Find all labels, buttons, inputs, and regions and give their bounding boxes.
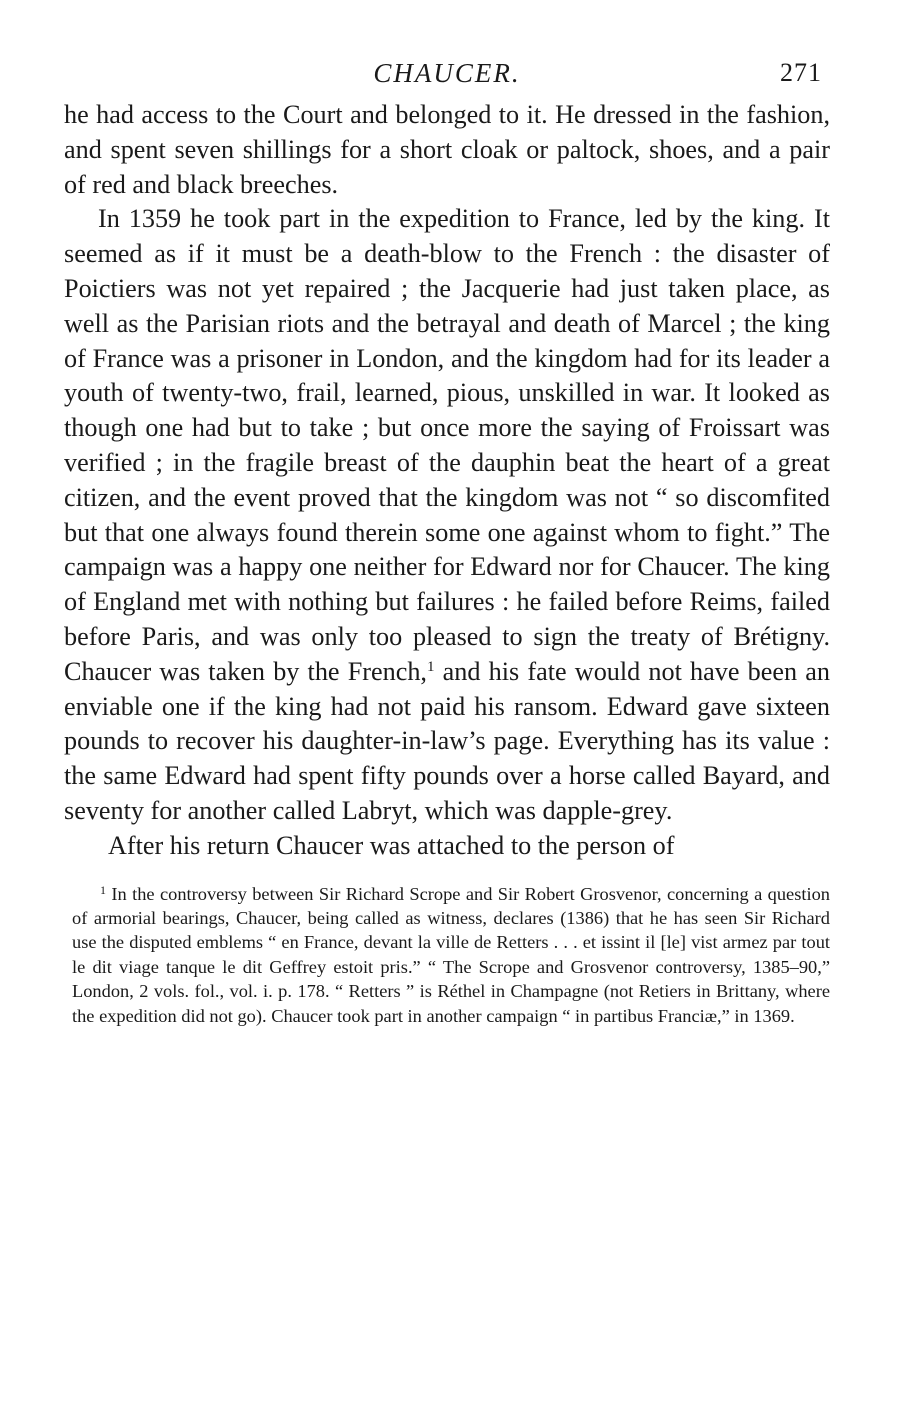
paragraph-return: After his return Chaucer was attached to the person of: [108, 830, 675, 860]
paragraph-continued: he had access to the Court and belonged to it. He dressed in the fashion, and spent seven shillings for a short cloak or paltock, shoes, and a pair of red and black breeches.: [64, 100, 830, 199]
paragraph-expedition: [64, 202, 830, 828]
paragraph-expedition-text: In 1359 he took part in the expedition to France, led by the king. It seemed as if it must be a death-blow to the French : the disaster of Poictiers was not yet repaired ; the Jacquerie had just taken place, as well as the Parisian riots and the betrayal and death of Marcel ; the king of France was a prisoner in London, and the kingdom had for its leader a youth of twenty-two, frail, learned, pious, unskilled in war. It looked as though one had but to take ; but once more the saying of Froissart was verified ; in the fragile breast of the dauphin beat the heart of a great citizen, and the event proved that the kingdom was not “ so discomfited but that one always found therein some one against whom to fight.” The campaign was a happy one neither for Edward nor for Chaucer. The king of England met with nothing but failures : he failed before Reims, failed before Paris, and was only too pleased to sign the treaty of Brétigny. Chaucer was taken by the French,: [64, 204, 830, 686]
footnote-text: In the controversy between Sir Richard Scrope and Sir Robert Grosvenor, concerning a question of armorial bearings, Chaucer, being called as witness, declares (1386) that he has seen Sir Richard use the disputed emblems “ en France, devant la ville de Retters . . . et issint il [le] vist armez par tout le dit viage tanque le dit Geffrey estoit pris.” “ The Scrope and Grosvenor controversy, 1385–90,” London, 2 vols. fol., vol. i. p. 178. “ Retters ” is Réthel in Champagne (not Retiers in Brittany, where the expedition did not go). Chaucer took part in another campaign “ in partibus Franciæ,” in 1369.: [72, 883, 830, 1026]
paragraph-expedition-text-cont: and his fate would not have been an enviable one if the king had not paid his ransom. Edward gave sixteen pounds to recover his daughter-in-law’s page. Everything has its value : the same Edward had spent fifty pounds over a horse called Bayard, and seventy for another called Labryt, which was dapple-grey.: [64, 656, 830, 825]
footnote-marker: 1: [100, 882, 106, 897]
running-head: [64, 58, 830, 98]
footnote-reference: 1: [426, 658, 435, 675]
footnote: [64, 882, 830, 1028]
body-text: [64, 98, 830, 864]
footnote-paragraph: [72, 882, 830, 1028]
running-title: CHAUCER.: [373, 58, 521, 88]
book-page: [64, 58, 830, 1028]
page-number: 271: [780, 58, 822, 87]
